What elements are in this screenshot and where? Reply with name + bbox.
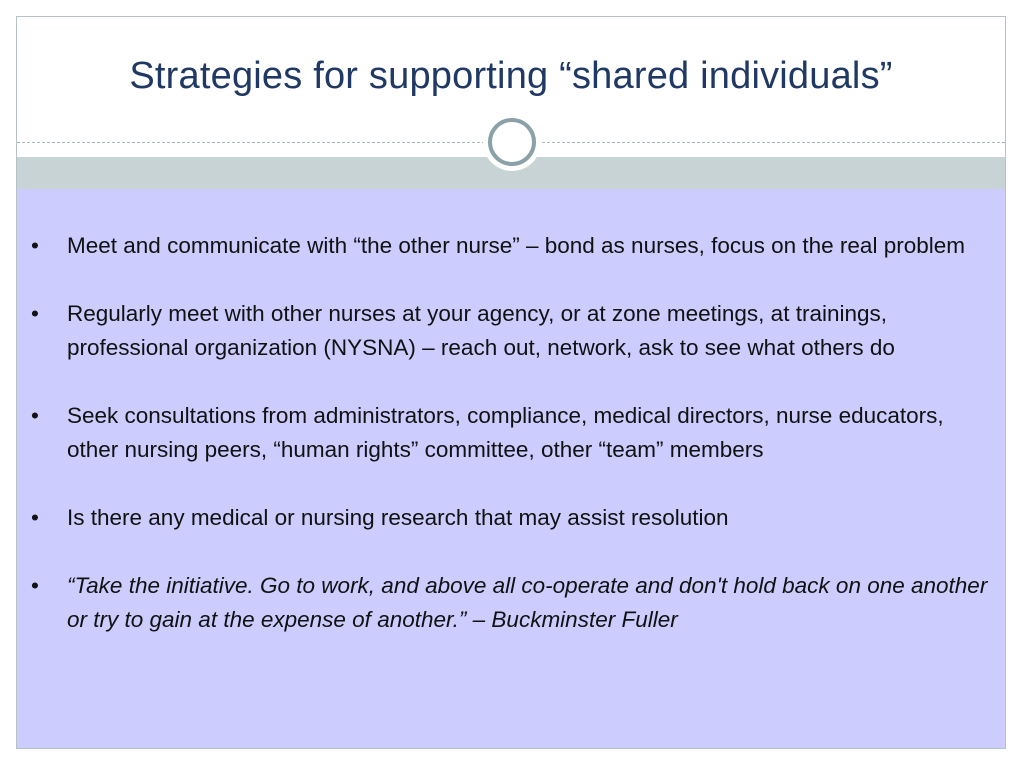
bullet-text: Meet and communicate with “the other nurse” – bond as nurses, focus on the real problem xyxy=(67,233,965,258)
bullet-text: Regularly meet with other nurses at your agency, or at zone meetings, at trainings, professional organization (NYSNA) – reach out, network, ask to see what others do xyxy=(67,301,895,360)
bullet-item xyxy=(31,399,996,467)
bullet-dot-icon: • xyxy=(31,573,39,598)
bullet-item-quote xyxy=(31,569,996,637)
bullet-text: Is there any medical or nursing research that may assist resolution xyxy=(67,505,729,530)
bullet-dot-icon: • xyxy=(31,403,39,428)
bullet-dot-icon: • xyxy=(31,301,39,326)
slide-title: Strategies for supporting “shared individuals” xyxy=(129,55,893,97)
bullet-dot-icon: • xyxy=(31,233,39,258)
circle-ornament-icon xyxy=(488,118,536,166)
bullet-dot-icon: • xyxy=(31,505,39,530)
content-area xyxy=(17,189,1005,749)
bullet-item xyxy=(31,501,996,535)
bullet-list xyxy=(31,229,996,671)
bullet-item xyxy=(31,229,996,263)
slide xyxy=(16,16,1006,749)
quote-text: “Take the initiative. Go to work, and above all co-operate and don't hold back on one another or try to gain at the expense of another.” – Buckminster Fuller xyxy=(67,573,988,632)
bullet-text: Seek consultations from administrators, compliance, medical directors, nurse educators, other nursing peers, “human rights” committee, other “team” members xyxy=(67,403,944,462)
bullet-item xyxy=(31,297,996,365)
